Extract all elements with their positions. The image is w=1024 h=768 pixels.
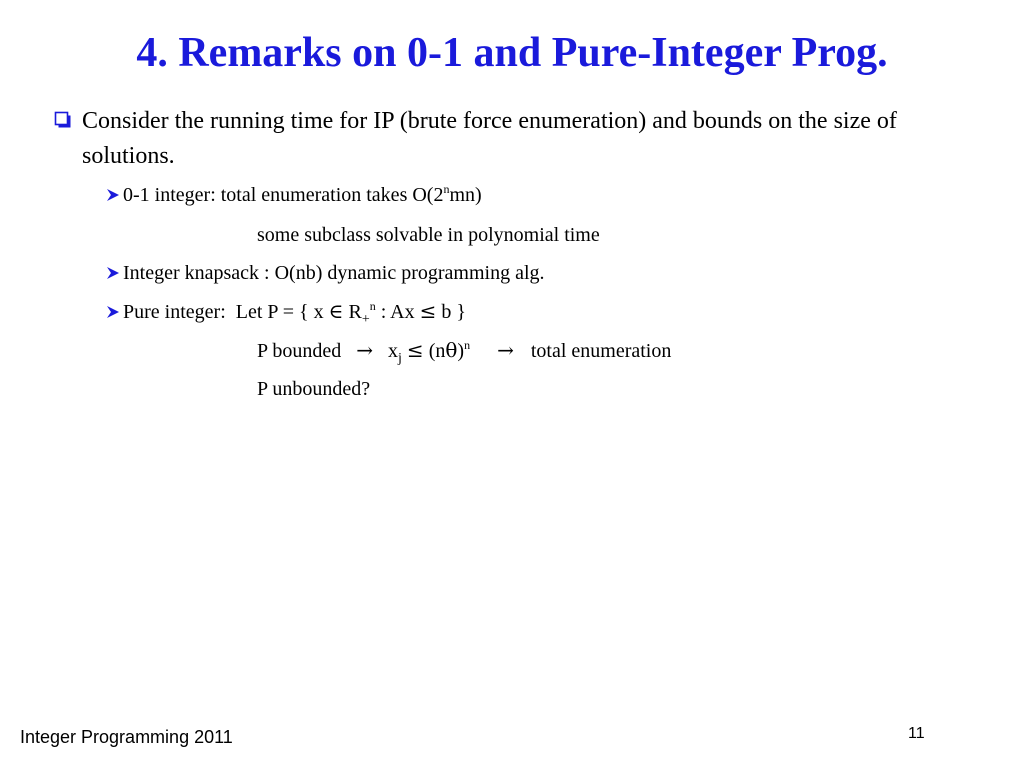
hollow-square-icon [54,111,72,129]
subitem-knapsack [106,260,545,286]
subitem-pure-integer [106,298,466,325]
zero-one-continuation: some subclass solvable in polynomial time [257,224,600,246]
slide-title: 4. Remarks on 0-1 and Pure-Integer Prog. [136,30,888,76]
subscript-plus: + [361,312,370,327]
pure-integer-suffix: b } [436,301,466,323]
paren-close: ) [457,340,465,362]
unbounded-line: P unbounded? [257,378,371,400]
superscript-n: n [464,338,471,352]
knapsack-text: Integer knapsack : O(nb) dynamic programming alg. [123,262,545,284]
bounded-line [257,337,671,364]
footer-course-title: Integer Programming 2011 [20,727,233,747]
var-x: x [388,340,399,362]
zero-one-suffix: mn) [449,184,482,206]
bounded-label: P bounded [257,340,342,362]
page-number: 11 [908,725,925,742]
zero-one-text: 0-1 integer: total enumeration takes O(2 [123,184,444,206]
pure-integer-prefix: Pure integer: Let P = { x [123,301,329,323]
arrowhead-icon [106,305,120,319]
right-arrow-icon: → [356,338,374,362]
subitem-zero-one [106,182,482,208]
main-bullet-text: Consider the running time for IP (brute force enumeration) and bounds on the size of solutions. [82,108,897,169]
arrowhead-icon [106,266,120,280]
bounded-result: total enumeration [530,340,672,362]
leq-symbol: ≤ [406,338,424,362]
pure-integer-r: R [343,301,362,323]
theta-symbol: θ [445,338,458,362]
exponent-n: n [443,182,450,196]
superscript-n: n [369,299,376,313]
right-arrow-icon: → [497,338,514,362]
element-of-symbol: ∈ [328,299,344,323]
arrowhead-icon [106,188,120,202]
leq-symbol: ≤ [419,299,437,323]
paren-open: (n [428,340,446,362]
subscript-j: j [398,351,402,366]
pure-integer-mid: : Ax [375,301,420,323]
main-bullet [54,104,984,174]
